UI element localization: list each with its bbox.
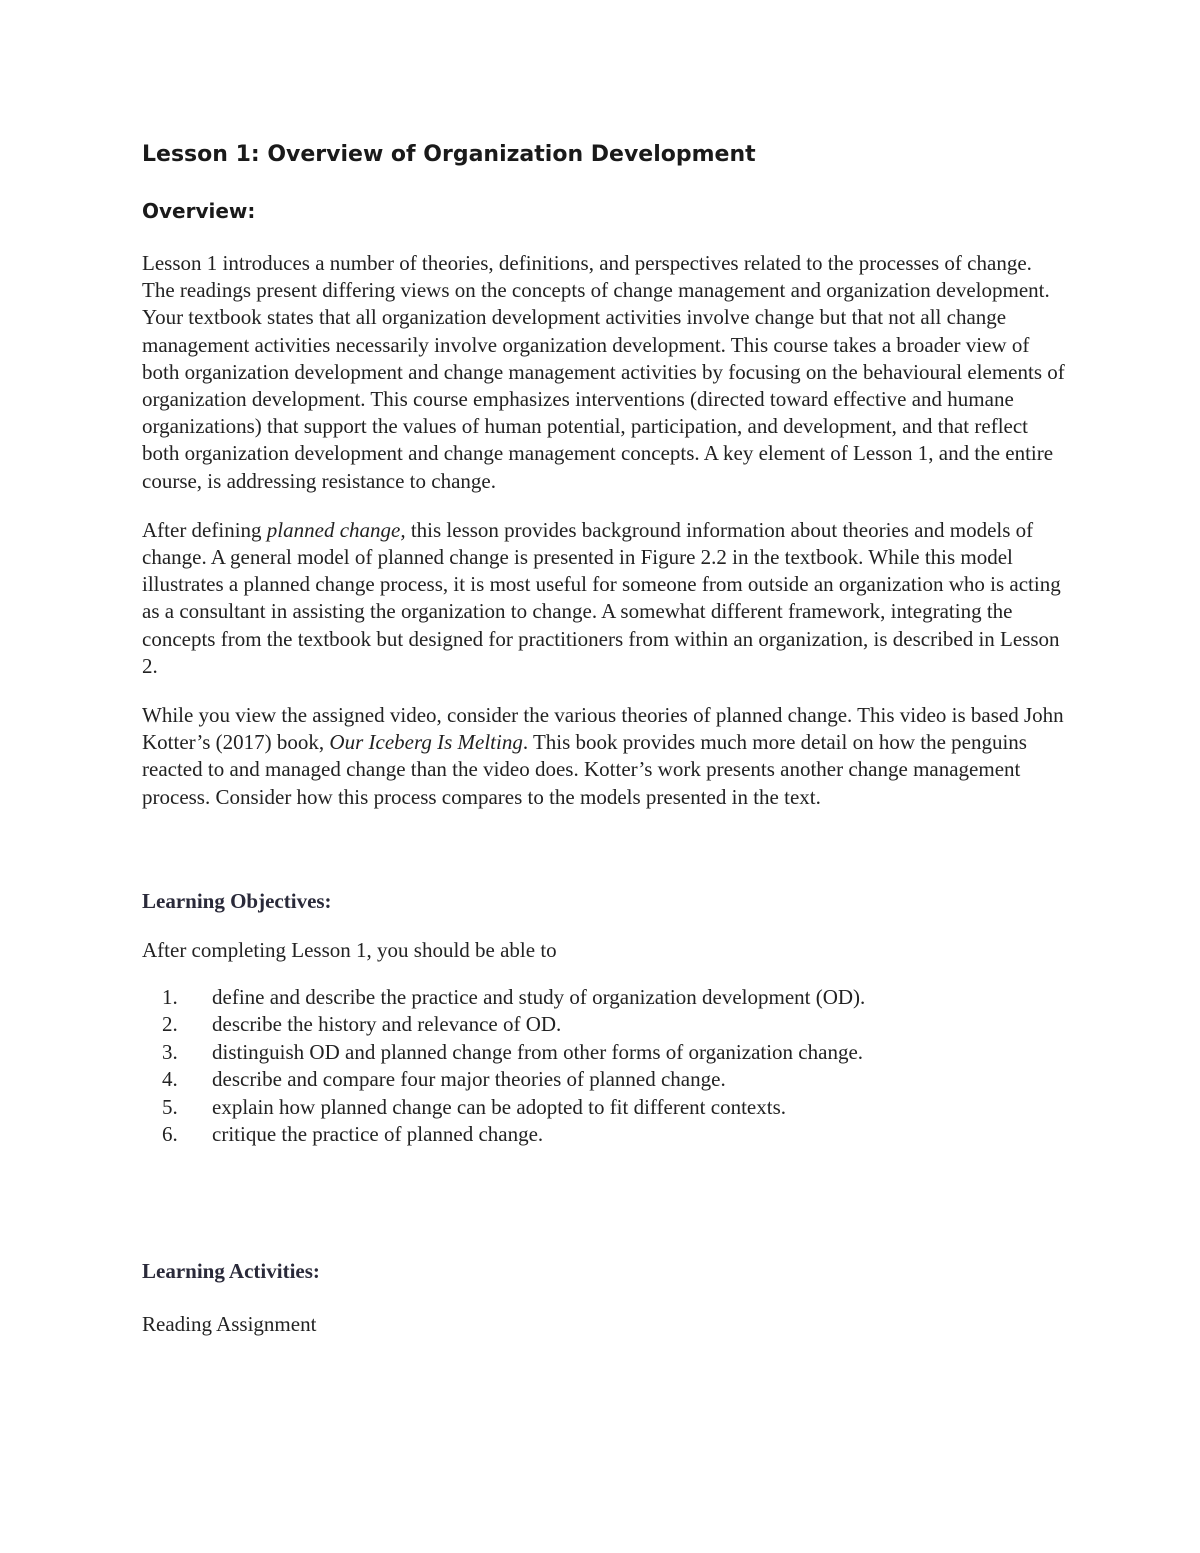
document-page: [142, 140, 1067, 1338]
paragraph-3-text-end: . This book provides much more detail on how the penguins reacted to and managed change than the video does. Kotter’s work presents another change management process. Consider how this process compares to the models presented in the text.: [142, 730, 1027, 809]
overview-paragraph-3: [142, 702, 1067, 811]
list-item-text: critique the practice of planned change.: [212, 1122, 544, 1147]
list-item: [142, 1121, 1067, 1148]
list-item: [142, 1039, 1067, 1066]
list-item: [142, 1066, 1067, 1093]
list-item: [142, 984, 1067, 1011]
list-item-text: define and describe the practice and study of organization development (OD).: [212, 985, 866, 1010]
list-item: [142, 1011, 1067, 1038]
reading-assignment-label: Reading Assignment: [142, 1311, 317, 1336]
overview-heading: Overview:: [142, 199, 256, 223]
list-item-text: explain how planned change can be adopted to fit different contexts.: [212, 1094, 786, 1119]
page-title: Lesson 1: Overview of Organization Development: [142, 142, 756, 167]
learning-activities-heading: Learning Activities:: [142, 1258, 320, 1283]
list-item-text: describe and compare four major theories of planned change.: [212, 1067, 726, 1092]
overview-paragraph-2: [142, 517, 1067, 680]
list-item-number: 6.: [162, 1122, 178, 1147]
book-title-emphasis: Our Iceberg Is Melting: [329, 730, 523, 755]
list-item-text: distinguish OD and planned change from other forms of organization change.: [212, 1039, 864, 1064]
overview-paragraph-1: Lesson 1 introduces a number of theories, definitions, and perspectives related to the processes of change. The readings present differing views on the concepts of change management and organization development. Your textbook states that all organization development activities involve change but that not all change management activities necessarily involve organization development. This course takes a broader view of both organization development and change management activities by focusing on the behavioural elements of organization development. This course emphasizes interventions (directed toward effective and humane organizations) that support the values of human potential, participation, and development, and that reflect both organization development and change management concepts. A key element of Lesson 1, and the entire course, is addressing resistance to change.: [142, 251, 1065, 493]
list-item: [142, 1094, 1067, 1121]
objectives-intro: After completing Lesson 1, you should be able to: [142, 937, 557, 962]
list-item-number: 1.: [162, 985, 178, 1010]
list-item-number: 4.: [162, 1067, 178, 1092]
list-item-number: 3.: [162, 1039, 178, 1064]
list-item-text: describe the history and relevance of OD.: [212, 1012, 562, 1037]
paragraph-3-text-start: While you view the assigned video, consider the various theories of planned change. This video is based John Kotter’s (2017) book,: [142, 703, 1064, 755]
planned-change-emphasis: planned change,: [266, 517, 406, 542]
list-item-number: 2.: [162, 1012, 178, 1037]
paragraph-2-text-start: After defining: [142, 517, 267, 542]
paragraph-2-text-end: this lesson provides background information about theories and models of change. A general model of planned change is presented in Figure 2.2 in the textbook. While this model illustrates a planned change process, it is most useful for someone from outside an organization who is acting as a consultant in assisting the organization to change. A somewhat different framework, integrating the concepts from the textbook but designed for practitioners from within an organization, is described in Lesson 2.: [142, 517, 1061, 678]
learning-objectives-heading: Learning Objectives:: [142, 888, 332, 913]
list-item-number: 5.: [162, 1094, 178, 1119]
objectives-list: [142, 984, 1067, 1148]
